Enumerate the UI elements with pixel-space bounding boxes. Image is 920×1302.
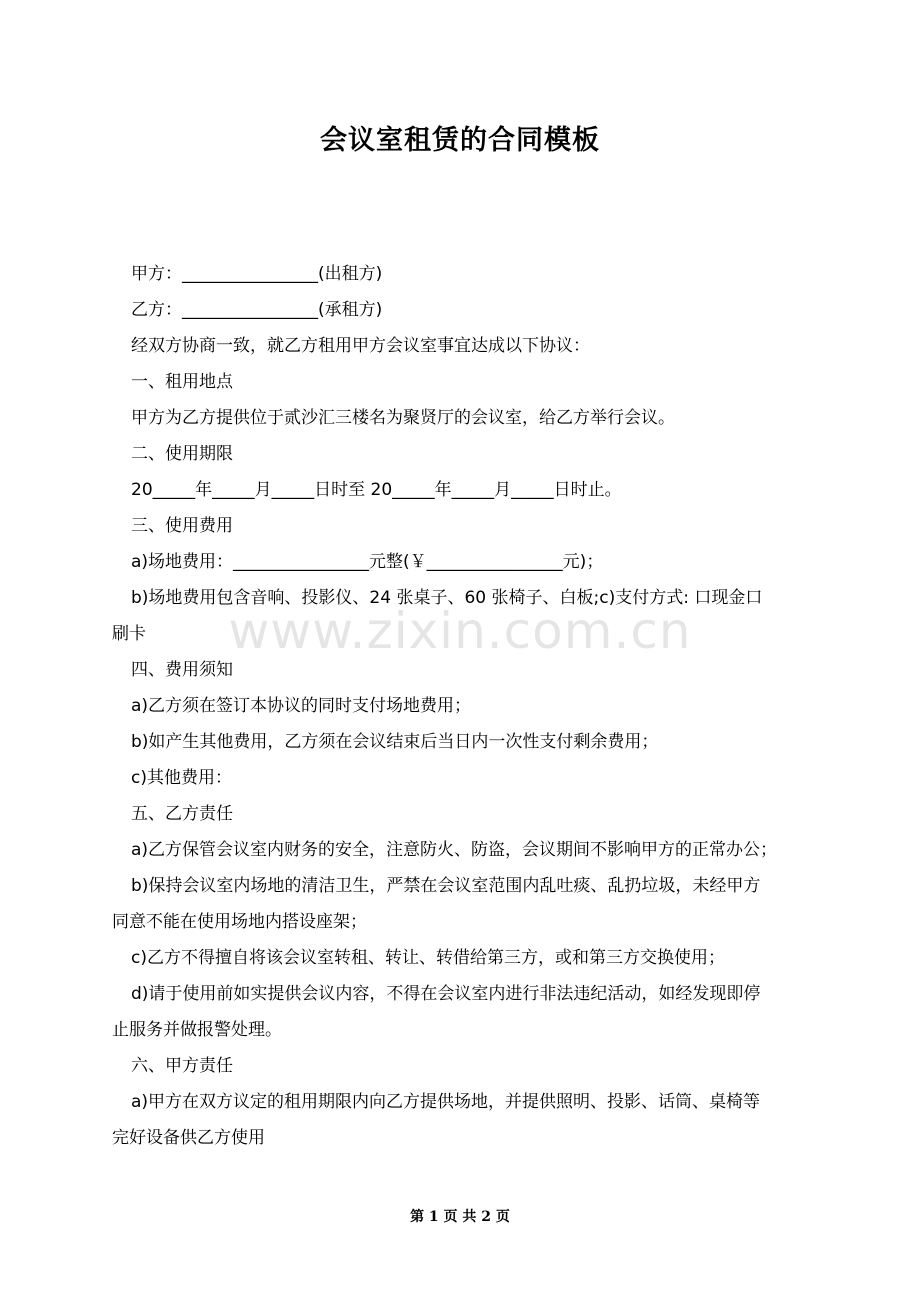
body-line: 甲方：________________(出租方) [131, 264, 383, 284]
body-line: b)场地费用包含音响、投影仪、24 张桌子、60 张椅子、白板;c)支付方式: 口现金口 [131, 588, 763, 608]
body-line: 经双方协商一致，就乙方租用甲方会议室事宜达成以下协议： [131, 336, 590, 356]
body-line: 甲方为乙方提供位于贰沙汇三楼名为聚贤厅的会议室，给乙方举行会议。 [131, 408, 675, 428]
document-title: 会议室租赁的合同模板 [320, 125, 600, 156]
body-line: 刷卡 [112, 624, 146, 644]
body-line: 四、费用须知 [131, 660, 233, 680]
body-line: 完好设备供乙方使用 [112, 1128, 265, 1148]
watermark: www.zixin.com.cn [228, 602, 692, 660]
body-line: a)场地费用：________________元整(￥________________元)； [131, 552, 604, 572]
body-line: b)保持会议室内场地的清洁卫生，严禁在会议室范围内乱吐痰、乱扔垃圾，未经甲方 [131, 876, 761, 896]
body-line: 乙方：________________(承租方) [131, 300, 383, 320]
body-line: 一、租用地点 [131, 372, 233, 392]
body-line: 三、使用费用 [131, 516, 233, 536]
body-line: d)请于使用前如实提供会议内容，不得在会议室内进行非法违纪活动，如经发现即停 [131, 984, 761, 1004]
page-footer: 第 1 页 共 2 页 [410, 1209, 510, 1225]
body-line: 20_____年_____月_____日时至 20_____年_____月_____日时止。 [131, 480, 622, 500]
body-line: 五、乙方责任 [131, 804, 233, 824]
document-body [112, 256, 824, 1156]
body-line: b)如产生其他费用，乙方须在会议结束后当日内一次性支付剩余费用； [131, 732, 659, 752]
body-line: 六、甲方责任 [131, 1056, 233, 1076]
body-line: c)乙方不得擅自将该会议室转租、转让、转借给第三方，或和第三方交换使用； [131, 948, 725, 968]
body-line: 二、使用期限 [131, 444, 233, 464]
body-line: a)乙方须在签订本协议的同时支付场地费用； [131, 696, 472, 716]
body-line: 止服务并做报警处理。 [112, 1020, 282, 1040]
body-line: 同意不能在使用场地内搭设座架； [112, 912, 367, 932]
body-line: c)其他费用： [131, 768, 232, 788]
body-line: a)乙方保管会议室内财务的安全，注意防火、防盗，会议期间不影响甲方的正常办公； [131, 840, 778, 860]
body-line: a)甲方在双方议定的租用期限内向乙方提供场地，并提供照明、投影、话筒、桌椅等 [131, 1092, 761, 1112]
